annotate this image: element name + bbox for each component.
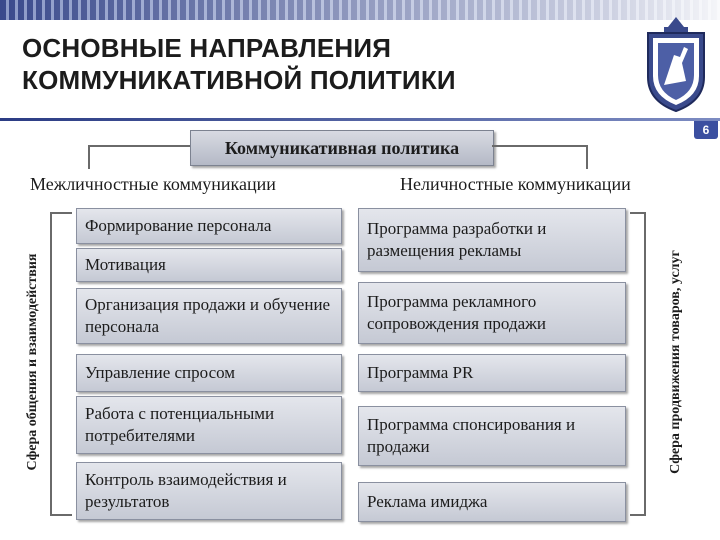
left-item-demand <box>76 354 342 392</box>
title-line-2: КОММУНИКАТИВНОЙ ПОЛИТИКИ <box>22 65 456 95</box>
connector-left-h <box>88 145 190 147</box>
right-item-label: Программа спонсирования и продажи <box>367 415 576 456</box>
left-side-label: Сфера общения и взаимодействия <box>25 253 40 471</box>
left-column-heading: Межличностные коммуникации <box>30 174 276 194</box>
header-stripe-band <box>0 0 720 20</box>
left-bracket <box>50 212 72 516</box>
left-item-potential-customers <box>76 396 342 454</box>
header-divider <box>0 118 720 121</box>
left-item-formation <box>76 208 342 244</box>
right-item-ad-support <box>358 282 626 344</box>
university-emblem-icon <box>640 15 712 115</box>
connector-right-v <box>586 145 588 169</box>
left-item-label: Управление спросом <box>85 363 236 382</box>
connector-left-v <box>88 145 90 169</box>
slide-title <box>22 32 602 96</box>
left-item-label: Мотивация <box>85 255 166 274</box>
right-bracket <box>630 212 646 516</box>
connector-right-h <box>492 145 588 147</box>
left-item-label: Работа с потенциальными потребителями <box>85 404 275 445</box>
left-item-motivation <box>76 248 342 282</box>
right-item-ad-program <box>358 208 626 272</box>
right-side-label: Сфера продвижения товаров, услуг <box>668 250 683 474</box>
right-column-heading: Неличностные коммуникации <box>400 174 631 194</box>
right-item-label: Программа PR <box>367 363 474 382</box>
left-item-label: Организация продажи и обучение персонала <box>85 295 331 336</box>
left-item-label: Контроль взаимодействия и результатов <box>85 470 287 511</box>
title-line-1: ОСНОВНЫЕ НАПРАВЛЕНИЯ <box>22 33 392 63</box>
right-item-image-ad <box>358 482 626 522</box>
right-item-label: Программа рекламного сопровождения продажи <box>367 292 546 333</box>
right-item-label: Программа разработки и размещения рекламы <box>367 219 547 260</box>
right-item-sponsorship <box>358 406 626 466</box>
right-item-pr <box>358 354 626 392</box>
right-item-label: Реклама имиджа <box>367 492 488 511</box>
left-item-sales-training <box>76 288 342 344</box>
left-item-label: Формирование персонала <box>85 216 272 235</box>
left-item-control <box>76 462 342 520</box>
page-number-badge: 6 <box>694 121 718 139</box>
slide-header <box>0 0 720 118</box>
root-node: Коммуникативная политика <box>190 130 494 166</box>
